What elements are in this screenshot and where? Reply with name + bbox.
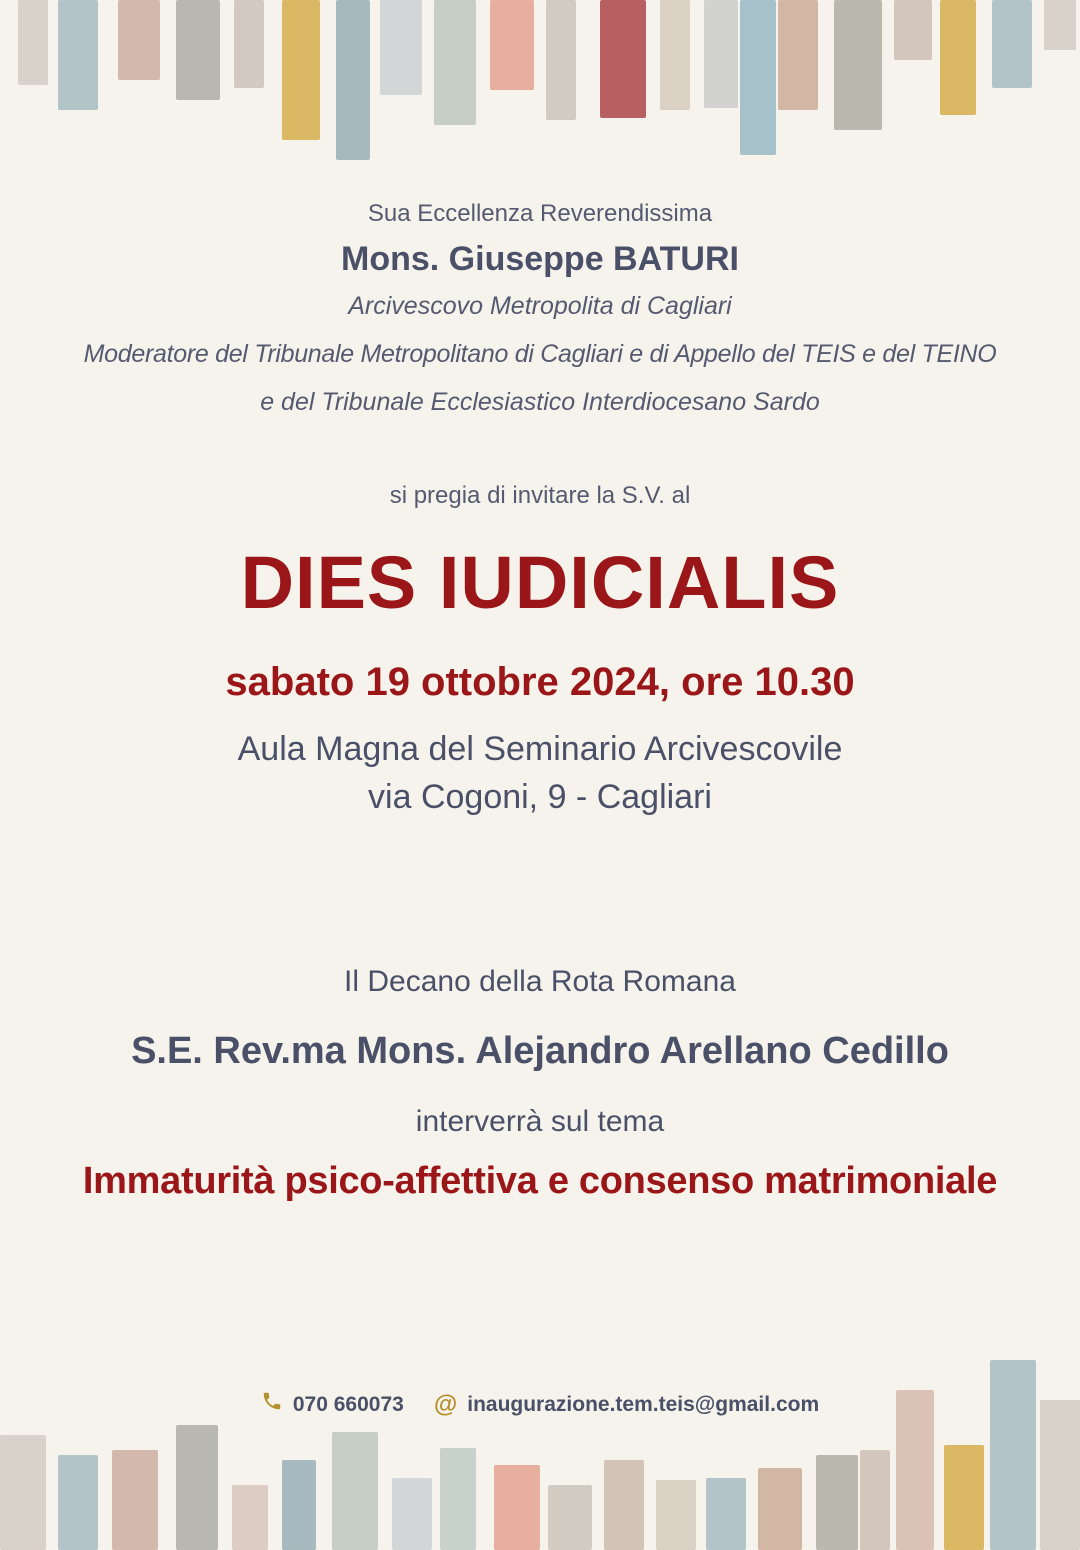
archbishop-role: Arcivescovo Metropolita di Cagliari	[348, 292, 732, 320]
decorative-strokes-bottom	[0, 1350, 1080, 1550]
moderator-role: Moderatore del Tribunale Metropolitano di Cagliari e di Appello del TEIS e del TEINO	[83, 340, 997, 368]
at-icon: @	[433, 1390, 458, 1418]
event-venue: Aula Magna del Seminario Arcivescovile	[237, 730, 843, 768]
archbishop-name: Mons. Giuseppe BATURI	[341, 240, 739, 278]
invitation-text: si pregia di invitare la S.V. al	[389, 482, 691, 509]
event-datetime: sabato 19 ottobre 2024, ore 10.30	[225, 660, 855, 704]
lecture-topic: Immaturità psico-affettiva e consenso matrimoniale	[82, 1160, 998, 1202]
email-address: inaugurazione.tem.teis@gmail.com	[467, 1392, 820, 1416]
event-address: via Cogoni, 9 - Cagliari	[368, 778, 712, 816]
speaker-name: S.E. Rev.ma Mons. Alejandro Arellano Cedillo	[131, 1030, 949, 1072]
tribunal-role: e del Tribunale Ecclesiastico Interdiocesano Sardo	[260, 388, 820, 416]
speaker-intro: Il Decano della Rota Romana	[344, 965, 736, 998]
decorative-strokes-top	[0, 0, 1080, 170]
speaker-connector: interverrà sul tema	[415, 1105, 665, 1138]
honorific-text: Sua Eccellenza Reverendissima	[367, 200, 713, 227]
phone-number: 070 660073	[292, 1392, 404, 1416]
event-title: DIES IUDICIALIS	[240, 541, 840, 624]
